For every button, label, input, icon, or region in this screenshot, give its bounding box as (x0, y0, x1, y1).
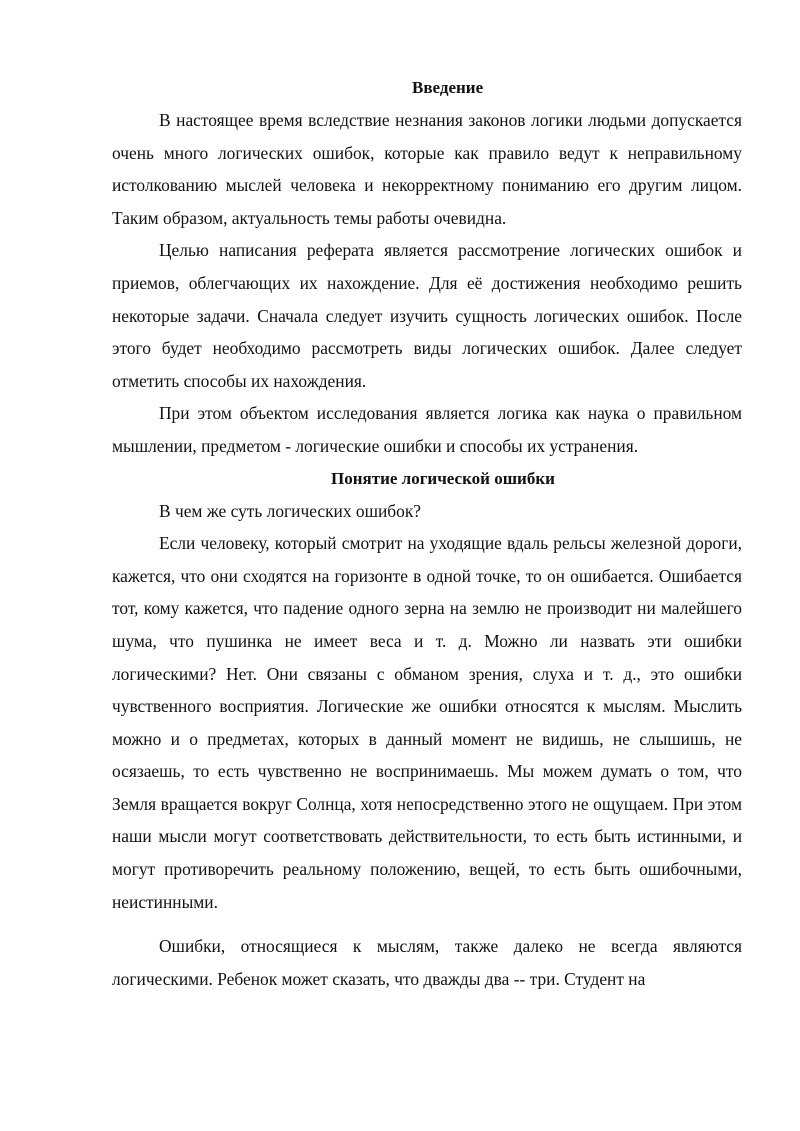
concept-paragraph-2: Если человеку, который смотрит на уходящие вдаль рельсы железной дороги, кажется, что они сходятся на горизонте в одной точке, то он ошибается. Ошибается тот, кому кажется, что падение одного зерна на землю не производит ни малейшего шума, что пушинка не имеет веса и т. д. Можно ли назвать эти ошибки логическими? Нет. Они связаны с обманом зрения, слуха и т. д., это ошибки чувственного восприятия. Логические же ошибки относятся к мыслям. Мыслить можно и о предметах, которых в данный момент не видишь, не слышишь, не осязаешь, то есть чувственно не воспринимаешь. Мы можем думать о том, что Земля вращается вокруг Солнца, хотя непосредственно этого не ощущаем. При этом наши мысли могут соответствовать действительности, то есть быть истинными, и могут противоречить реальному положению, вещей, то есть быть ошибочными, неистинными. (112, 533, 742, 912)
document-page (112, 72, 742, 995)
heading-logical-error-concept: Понятие логической ошибки (331, 468, 555, 488)
intro-paragraph-3: При этом объектом исследования является логика как наука о правильном мышлении, предметом - логические ошибки и способы их устранения. (112, 403, 742, 456)
concept-paragraph-1: В чем же суть логических ошибок? (159, 500, 422, 521)
intro-paragraph-1: В настоящее время вследствие незнания законов логики людьми допускается очень много логических ошибок, которые как правило ведут к неправильному истолкованию мыслей человека и некорректному пониманию его другим лицом. Таким образом, актуальность темы работы очевидна. (112, 110, 742, 228)
concept-paragraph-3: Ошибки, относящиеся к мыслям, также далеко не всегда являются логическими. Ребенок может сказать, что дважды два -- три. Студент на (112, 936, 742, 989)
heading-introduction: Введение (412, 78, 484, 97)
intro-paragraph-2: Целью написания реферата является рассмотрение логических ошибок и приемов, облегчающих их нахождение. Для её достижения необходимо решить некоторые задачи. Сначала следует изучить сущность логических ошибок. После этого будет необходимо рассмотреть виды логических ошибок. Далее следует отметить способы их нахождения. (112, 240, 742, 391)
